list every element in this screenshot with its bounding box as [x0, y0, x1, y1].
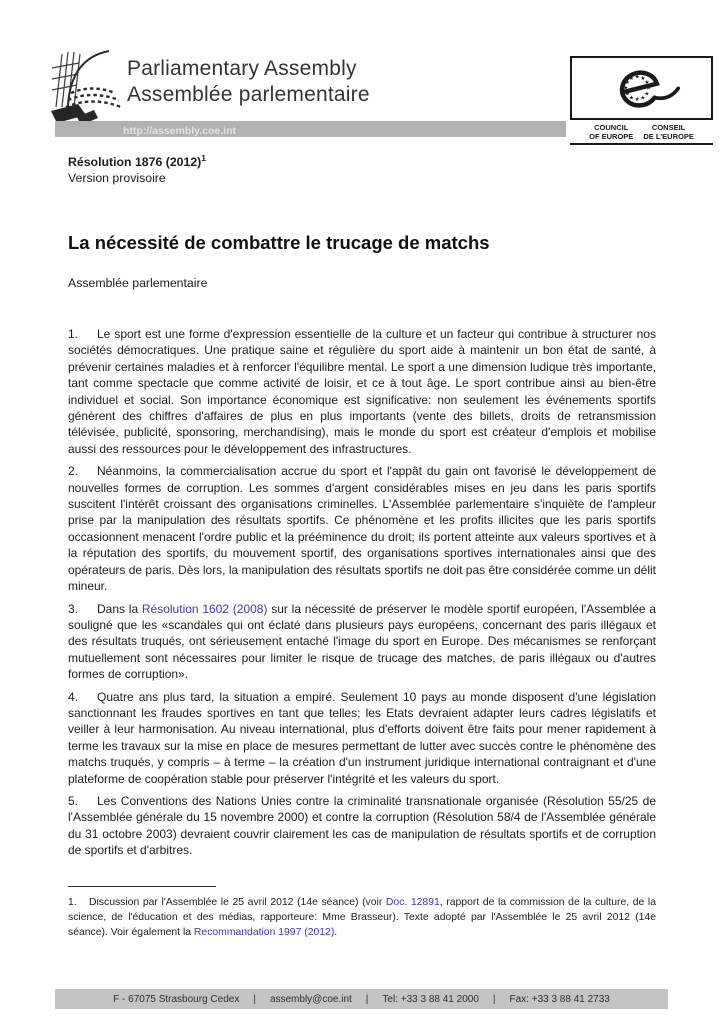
footnote-section: [68, 886, 656, 940]
resolution-number: Résolution 1876 $(2012)^1$: [68, 153, 207, 170]
document-head: [68, 150, 206, 186]
footnote-reference[interactable]: 1: [201, 153, 207, 163]
paragraph-number: 5.: [68, 793, 79, 808]
paragraph-text: Néanmoins, la commercialisation accrue du sport et l'appât du gain ont favorisé le développement de nouvelles formes de corruption. Les sommes d'argent considérables mises en jeu dans les paris sportifs suscitent l'intérêt croissant des organisations criminelles. L'Assemblée parlementaire s'inquiète de l'ampleur prise par la manipulation des résultats sportifs. Ce phénomène et les profits illicites que les paris sportifs occasionnent menacent l'ordre public et la prééminence du droit; ils portent atteinte aux valeurs sportives et à la réputation des sportifs, du mouvement sportif, des organisations sportives internationales ainsi que des opérateurs de paris. Dès lors, la manipulation des résultats sportifs ne doit pas être considérée comme un délit mineur.: [68, 464, 656, 594]
assembly-wordmark: [127, 56, 370, 108]
footer-fax: Fax: +33 3 88 41 2733: [509, 993, 610, 1005]
svg-text:★: ★: [624, 79, 630, 86]
paragraph-5: [68, 793, 656, 859]
footnote-number: 1.: [68, 897, 77, 908]
council-of-europe-e-logo-icon: [570, 56, 713, 120]
footnote-separator-rule: [68, 886, 216, 887]
svg-text:★: ★: [622, 85, 628, 92]
recommandation-1997-2012-link[interactable]: Recommandation 1997 (2012): [193, 926, 335, 938]
svg-text:★: ★: [628, 75, 634, 82]
paragraph-number: 2.: [68, 464, 79, 479]
svg-text:★: ★: [628, 95, 634, 102]
paragraph-text: Les Conventions des Nations Unies contre la criminalité transnationale organisée (Résolution 55/25 de l'Assemblée générale du 15 novembre 2000) et contre la corruption (Résolution 58/4 de l'Assemblée générale du 31 octobre 2003) devraient couvrir clairement les cas de manipulation de résultats sportifs et de corruption de sportifs et d'arbitres.: [68, 793, 656, 858]
paragraph-1: [68, 326, 656, 457]
footer-address: F - 67075 Strasbourg Cedex: [113, 993, 240, 1005]
paragraph-text: Quatre ans plus tard, la situation a empiré. Seulement 10 pays au monde disposent d'une législation sanctionnant les fraudes sportives en tant que telles; les Etats devraient adapter leurs cadres législatifs et veiller à leur harmonisation. Au niveau international, plus d'efforts doivent être faits pour mener rapidement à terme les travaux sur la mise en place de mesures permettant de lutter avec succès contre le phénomène des matchs truqués, y compris – à terme – la création d'un instrument juridique international contraignant et d'une plateforme de coopération stable pour préserver l'intégrité et les valeurs du sport.: [68, 689, 656, 786]
coe-label-fr: CONSEIL DE L'EUROPE: [643, 123, 694, 141]
svg-text:★: ★: [634, 74, 640, 81]
paragraph-number: 4.: [68, 689, 79, 704]
council-of-europe-logo-block: [570, 56, 713, 145]
page-title: La nécessité de combattre le trucage de matchs: [68, 232, 490, 254]
footer-telephone: Tel: +33 3 88 41 2000: [382, 993, 479, 1005]
footnote-text: , rapport de la commission de la culture, de la science, de l'éducation et des médias, rapporteure: Mme Brasseur). Texte adopté par l'Assemblée le 25 avril 2012 (14e séance). Voir également la: [68, 897, 656, 938]
svg-text:★: ★: [645, 85, 651, 92]
svg-text:★: ★: [643, 91, 649, 98]
paragraph-2: [68, 463, 656, 594]
footnote-text: .: [334, 926, 338, 938]
assembly-website-url: http://assembly.coe.int: [123, 125, 236, 137]
paragraph-number: 1.: [68, 327, 79, 341]
svg-text:★: ★: [639, 95, 645, 102]
paragraph-text: Le sport est une forme d'expression essentielle de la culture et un facteur qui contribue à structurer nos sociétés démocratiques. Une pratique saine et régulière du sport aide à maintenir un bon état de santé, à prévenir certaines maladies et à renforcer l'équilibre mental. Le sport a une dimension ludique très importante, tant comme spectacle que comme activité de loisir, et ce à tout âge. Le sport contribue ainsi au bien-être individuel et social. Son importance économique est significative: non seulement les événements sportifs génèrent des chiffres d'affaires de plus en plus importants (vente des billets, droits de retransmission télévisée, publicité, sponsoring, merchandising), mais le monde du sport est créateur d'emplois et mobilise aussi des ressources pour le développement des infrastructures.: [68, 327, 656, 456]
paragraph-4: [68, 689, 656, 787]
coe-label-en: COUNCIL OF EUROPE: [589, 123, 634, 141]
footer-contact-bar: [55, 989, 668, 1009]
version-label: Version provisoire: [68, 171, 166, 186]
document-subtitle: Assemblée parlementaire: [68, 276, 208, 290]
letterhead-url-bar: [55, 121, 566, 137]
footer-separator: |: [253, 993, 256, 1005]
svg-text:★: ★: [643, 79, 649, 86]
resolution-1602-2008-link[interactable]: Résolution 1602 (2008): [141, 601, 268, 616]
org-name-en: Parliamentary Assembly: [127, 57, 357, 80]
paragraph-number: 3.: [68, 601, 79, 616]
footnote-text: Discussion par l'Assemblée le 25 avril 2012 (14e séance) (voir: [89, 897, 386, 908]
paragraph-text: sur la nécessité de préserver le modèle sportif européen, l'Assemblée a souligné que les «scandales qui ont éclaté dans plusieurs pays européens, concernant des paris illégaux et des résultats truqués, ont sérieusement entaché l'image du sport en Europe. Des mécanismes se renforçant mutuellement sont nécessaires pour limiter le risque de trucage des matches, de paris illégaux ou d'autres formes de corruption».: [68, 601, 656, 682]
footnote-1: [68, 896, 656, 940]
doc-12891-link[interactable]: Doc. 12891: [385, 897, 440, 908]
paragraph-3: [68, 601, 656, 683]
footer-email: assembly@coe.int: [269, 993, 352, 1005]
document-body: [68, 326, 656, 865]
svg-text:★: ★: [624, 91, 630, 98]
footer-separator: |: [365, 993, 369, 1005]
svg-text:★: ★: [634, 97, 640, 103]
svg-text:★: ★: [639, 75, 645, 82]
footer-separator: |: [492, 993, 496, 1005]
paragraph-text: Dans la: [97, 601, 142, 616]
org-name-fr: Assemblée parlementaire: [127, 83, 370, 106]
council-of-europe-labels: [570, 120, 713, 145]
